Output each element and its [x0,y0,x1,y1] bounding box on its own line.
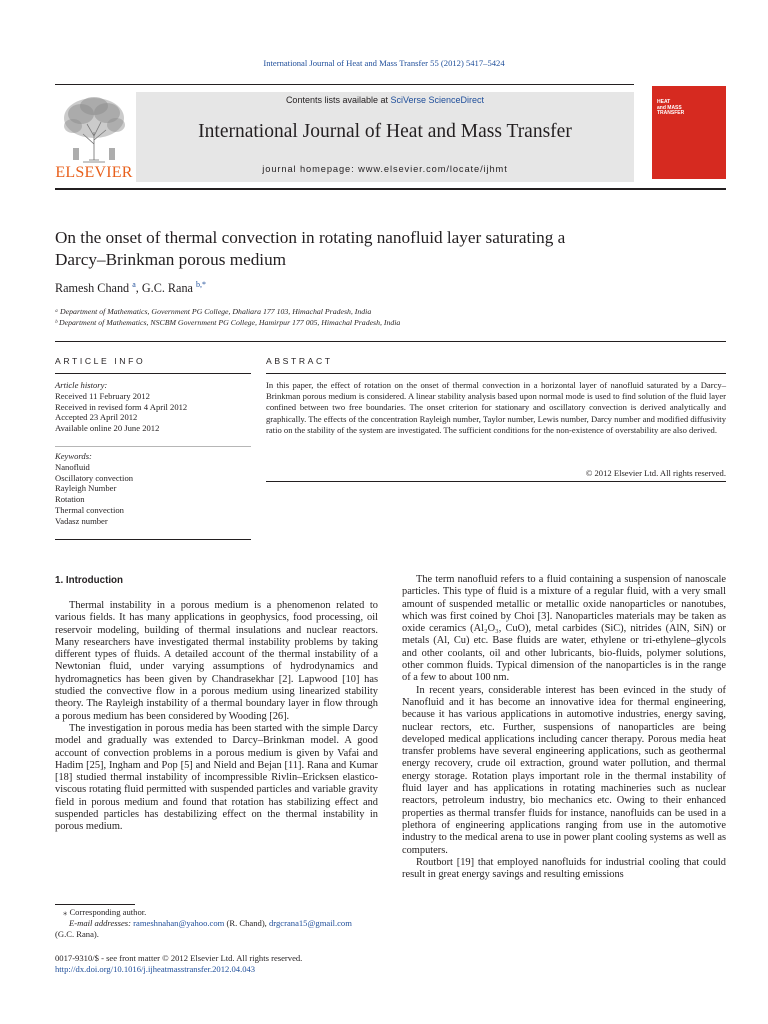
history-received: Received 11 February 2012 [55,390,150,401]
history-online: Available online 20 June 2012 [55,423,160,434]
email-owner-2: (G.C. Rana). [55,929,99,939]
email-link-2[interactable]: drgcrana15@gmail.com [268,918,352,928]
keyword-item: Thermal convection [55,504,124,515]
title-line-2: Darcy–Brinkman porous medium [55,250,287,269]
article-history [55,380,251,434]
keywords-label: Keywords: [55,451,92,461]
abstract-bottom-rule [266,481,726,482]
history-label: Article history: [55,380,108,390]
abstract-heading: ABSTRACT [266,356,333,366]
info-top-rule [55,341,726,342]
intro-paragraph-3: The term nanofluid refers to a fluid containing a suspension of nanoscale particles. This type of fluid is a mixture of a regular fluid, with a very small amount of suspended metallic or metallic oxide nanoparticles or nanotubes, which was first coined by Choi [3]. Nanoparticles materials may be taken as oxide ceramics (Al₂O₃, CuO), metal carbides (SiC), nitrides (AlN, SiN) or metals (Al, Cu) etc. Base fluids are water, ethylene or tri-ethylene–glycols and other coolants, oil and other lubricants, bio-fluids, polymer solutions, other common fluids. Typical dimension of the nanoparticles is in the range of a few to about 100 nm. [402,574,726,684]
author-list [55,280,206,296]
author-affil-2[interactable]: b,* [196,280,207,289]
author-name-1: Ramesh Chand [55,281,130,296]
keyword-item: Rotation [55,494,85,505]
keyword-item: Rayleigh Number [55,483,117,494]
cover-line-3: TRANSFER [657,110,685,117]
history-accepted: Accepted 23 April 2012 [55,412,138,423]
intro-right-column [402,574,726,881]
intro-paragraph-2: The investigation in porous media has been started with the simple Darcy model and gradually was extended to Darcy–Brinkman model. A good account of convection problems in a porous medium is given by Vafai and Hadim [25], Ingham and Pop [5] and Nield and Bejan [11]. Rana and Kumar [18] studied thermal instability of incompressible Rivlin–Ericksen elastico-viscous rotating fluid permitted with suspended particles and variable gravity field in porous medium and found that rotation has stabilizing effect and suspended particles has destabilizing effect on the thermal instability in porous medium. [55,722,378,833]
article-info-heading: ARTICLE INFO [55,356,146,366]
intro-paragraph-4: In recent years, considerable interest has been evinced in the study of Nanofluid and it has become an innovative idea for thermal engineering, because it has various applications in automotive industries, energy saving, nuclear rectors, etc. Further, suspensions of nanoparticles are being developed medical applications including cancer therapy. Porous media heat transfer problems have several engineering applications, such as geothermal energy recovery, crude oil extraction, ground water pollution, and thermal energy storage. Rotation plays important role in the thermal instability of fluid layer and has applications in rotating machineries such as nuclear reactors, petroleum industry, bio mechanics etc. Owing to their enhanced properties as thermal transfer fluids for instance, nanofluids can be used in a plethora of engineering applications ranging from use in the automotive industry to the medical arena to use in power plant cooling systems as well as computers. [402,684,726,856]
corresponding-author-note: ⁎ Corresponding author. [63,907,147,917]
cover-line-2: and MASS [657,104,682,111]
author-name-2: G.C. Rana [141,281,193,296]
info-heading-rule [55,373,251,374]
intro-paragraph-1: Thermal instability in a porous medium is a phenomenon related to various fields. It has many applications in geophysics, food processing, oil reservoir modeling, building of thermal insulations and nuclear reactors. Many researchers have investigated thermal instability problems by taking different types of fluids. A detailed account of the thermal instability of a Newtonian fluid, under varying assumptions of hydrodynamics and hydromagnetics has been given by Chandrasekhar [2]. Lapwood [10] has studied the convective flow in a porous medium using linearized stability theory. The Rayleigh instability of a thermal boundary layer in flow through a porous medium has been considered by Wooding [26]. [55,600,378,722]
keyword-item: Vadasz number [55,515,108,526]
contents-prefix: Contents lists available at [285,95,391,105]
contents-line [136,95,634,105]
keywords-block [55,451,251,527]
elsevier-wordmark: ELSEVIER [55,164,133,181]
author-separator: , [135,281,142,296]
front-matter [55,953,395,975]
history-revised: Received in revised form 4 April 2012 [55,401,188,412]
journal-citation[interactable]: International Journal of Heat and Mass Transfer 55 (2012) 5417–5424 [263,58,505,68]
article-title [55,227,735,271]
affiliation-b: ᵇ Department of Mathematics, NSCBM Government PG College, Hamirpur 177 005, Himachal Pradesh, India [55,318,401,327]
title-line-1: On the onset of thermal convection in rotating nanofluid layer saturating a [55,228,566,247]
keyword-item: Nanofluid [55,461,90,472]
sciencedirect-link[interactable]: SciVerse ScienceDirect [390,95,485,105]
issn-line: 0017-9310/$ - see front matter © 2012 Elsevier Ltd. All rights reserved. [55,953,303,963]
info-bottom-rule [55,539,251,540]
intro-paragraph-5: Routbort [19] that employed nanofluids for industrial cooling that could result in great energy savings and resulting emissions [402,856,726,881]
email-label: E-mail addresses: [69,918,134,928]
section-heading: 1. Introduction [55,575,124,586]
footnotes [55,907,378,940]
cover-line-1: HEAT [657,99,671,105]
keyword-item: Oscillatory convection [55,472,134,483]
email-owner-1: (R. Chand), [224,918,269,928]
email-link-1[interactable]: rameshnahan@yahoo.com [133,918,225,928]
header-bottom-rule [55,188,726,190]
journal-homepage[interactable]: journal homepage: www.elsevier.com/locate/ijhmt [262,164,508,174]
footnote-rule [55,904,135,905]
cover-title [657,100,697,117]
author-affil-1[interactable]: a [132,280,136,289]
affiliation-a: ᵃ Department of Mathematics, Government PG College, Dhaliara 177 103, Himachal Pradesh, India [55,307,372,316]
journal-title: International Journal of Heat and Mass Transfer [198,121,572,142]
keywords-rule [55,446,251,447]
abstract-heading-rule [266,373,726,374]
header-rule [55,84,634,85]
intro-left-column [55,600,378,834]
doi-link[interactable]: http://dx.doi.org/10.1016/j.ijheatmasstransfer.2012.04.043 [55,964,256,974]
abstract-copyright: © 2012 Elsevier Ltd. All rights reserved. [585,468,726,478]
abstract-text: In this paper, the effect of rotation on the onset of thermal convection in a horizontal layer of nanofluid saturated by a Darcy–Brinkman porous medium is considered. A linear stability analysis based upon normal mode is used to find solution of the fluid layer confined between two free boundaries. The onset criterion for stationary and oscillatory convection is derived analytically and graphically. The effects of the concentration Rayleigh number, Taylor number, Lewis number, Darcy number and modified diffusivity ratio on the stability of the system are investigated. The sufficient conditions for the non-existence of overstability are also derived. [266,380,726,435]
